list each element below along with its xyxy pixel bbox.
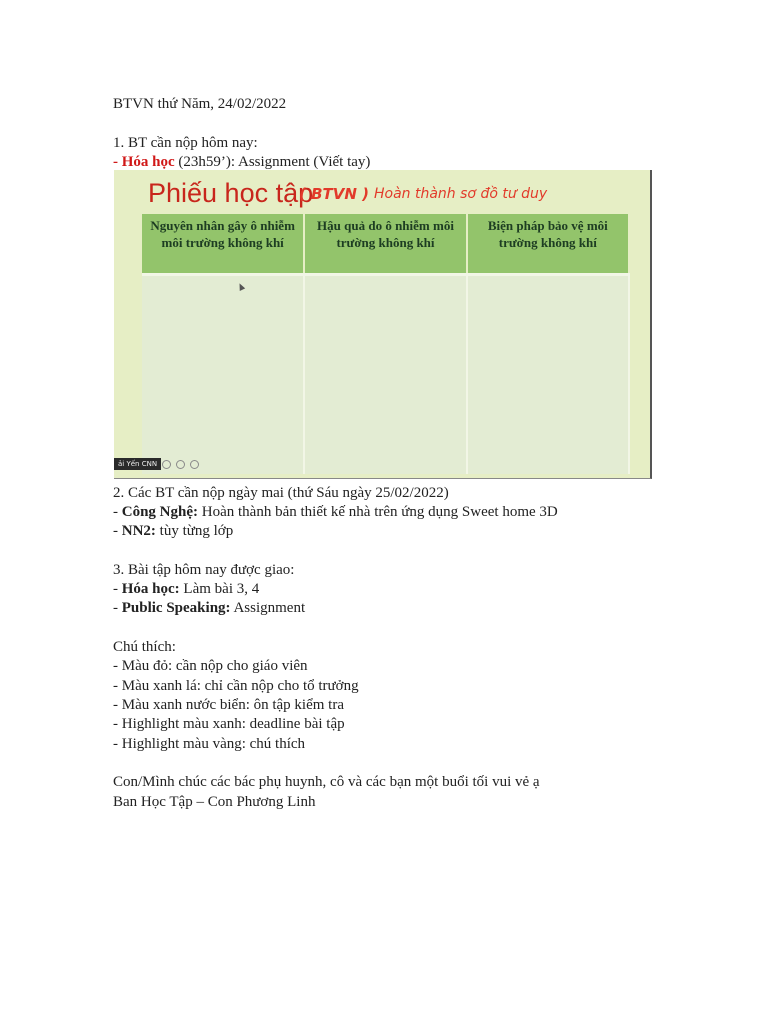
worksheet-table <box>142 214 630 474</box>
notes-heading: Chú thích: <box>113 639 176 655</box>
item-detail: Làm bài 3, 4 <box>179 581 260 597</box>
item-detail: Assignment <box>230 600 306 616</box>
note-item: - Màu xanh nước biển: ôn tập kiểm tra <box>113 697 344 713</box>
section-2-item <box>113 503 558 521</box>
subject-label: Công Nghệ: <box>121 504 199 520</box>
cell-causes <box>142 275 304 475</box>
item-detail: (23h59’): Assignment (Viết tay) <box>174 154 371 170</box>
section-3-heading: 3. Bài tập hôm nay được giao: <box>113 562 295 578</box>
worksheet-title: Phiếu học tập <box>148 178 314 208</box>
camera-name-label: ải Yến CNN <box>114 458 161 470</box>
note-item: - Màu xanh lá: chỉ cần nộp cho tổ trưởng <box>113 678 359 694</box>
column-header-consequences: Hậu quả do ô nhiễm môi trường không khí <box>304 214 466 275</box>
subject-label: Hóa học <box>121 154 175 170</box>
section-2-item <box>113 522 233 540</box>
closing-greeting: Con/Mình chúc các bác phụ huynh, cô và các bạn một buổi tối vui vẻ ạ <box>113 774 540 790</box>
closing-signature: Ban Học Tập – Con Phương Linh <box>113 794 316 810</box>
worksheet-image <box>114 170 652 479</box>
item-detail: tùy từng lớp <box>155 523 234 539</box>
item-prefix: - <box>113 504 122 520</box>
subject-label: Hóa học: <box>121 581 180 597</box>
item-prefix: - <box>113 581 122 597</box>
subject-label: Public Speaking: <box>121 600 231 616</box>
worksheet-body-row <box>142 275 629 475</box>
page-title: BTVN thứ Năm, 24/02/2022 <box>113 96 287 112</box>
mic-icon <box>162 460 171 469</box>
worksheet-tag: ( BTVN ) <box>299 185 369 203</box>
note-item: - Màu đỏ: cần nộp cho giáo viên <box>113 658 308 674</box>
column-header-measures: Biện pháp bảo vệ môi trường không khí <box>467 214 629 275</box>
subject-label: NN2: <box>121 523 156 539</box>
section-3-item <box>113 580 259 598</box>
section-3-item <box>113 599 305 617</box>
worksheet-handwritten-note: Hoàn thành sơ đồ tư duy <box>374 186 548 202</box>
section-1-heading: 1. BT cần nộp hôm nay: <box>113 135 258 151</box>
note-item: - Highlight màu vàng: chú thích <box>113 736 306 752</box>
camera-icon <box>176 460 185 469</box>
item-prefix: - <box>113 154 122 170</box>
worksheet-header-row <box>142 214 629 275</box>
section-2-heading: 2. Các BT cần nộp ngày mai (thứ Sáu ngày 25/02/2022) <box>113 485 449 501</box>
cell-consequences <box>304 275 466 475</box>
note-item: - Highlight màu xanh: deadline bài tập <box>113 716 345 732</box>
column-header-causes: Nguyên nhân gây ô nhiễm môi trường không khí <box>142 214 304 275</box>
settings-icon <box>190 460 199 469</box>
cell-measures <box>467 275 629 475</box>
item-prefix: - <box>113 600 122 616</box>
section-1-item <box>113 153 370 171</box>
item-prefix: - <box>113 523 122 539</box>
item-detail: Hoàn thành bản thiết kế nhà trên ứng dụng Sweet home 3D <box>198 504 558 520</box>
meeting-controls <box>162 460 199 469</box>
